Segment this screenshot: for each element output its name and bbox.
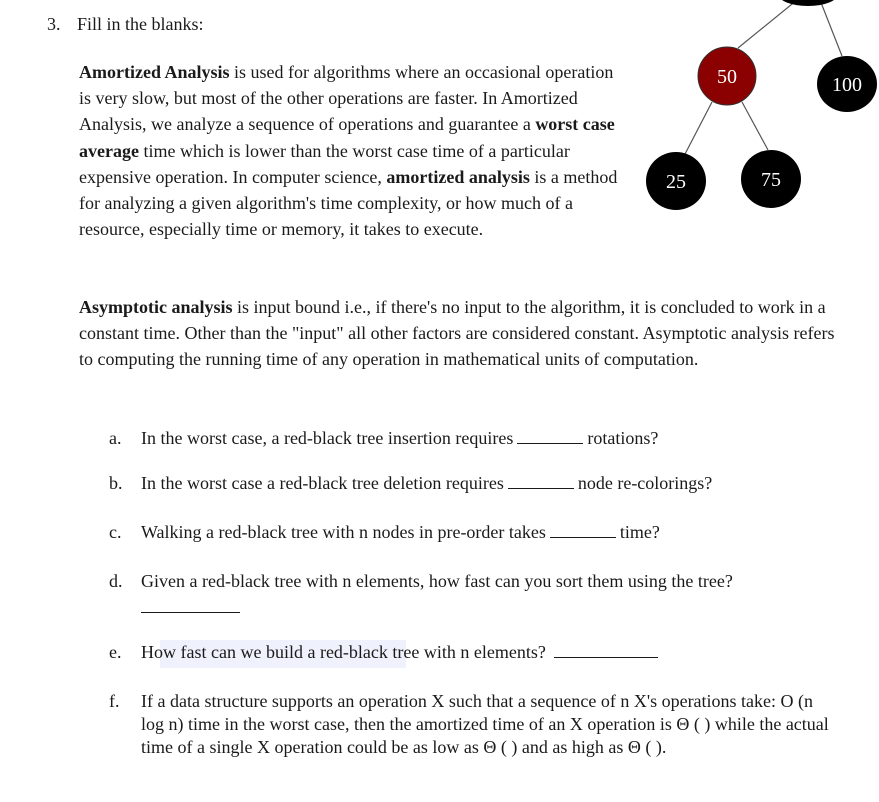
- item-d-text: Given a red-black tree with n elements, how fast can you sort them using the tree?: [141, 571, 733, 591]
- item-b-after: node re-colorings?: [577, 473, 713, 493]
- item-label: f.: [109, 691, 120, 711]
- para2-text: is input bound i.e., if there's no input to the algorithm, it is concluded to work in a constant time. Other than the "input" all other factors are considered constant. Asymptotic analysis refers to computing the running time of any operation in mathematical units of computation.: [79, 297, 835, 370]
- term-amortized-analysis: Amortized Analysis: [79, 62, 230, 82]
- para1-text-2: time which is lower than the worst case time of a particular expensive operation. In computer science,: [79, 140, 570, 187]
- item-a-after: rotations?: [587, 428, 659, 448]
- answer-blank[interactable]: [508, 472, 574, 489]
- tree-edge: [738, 0, 797, 48]
- tree-node-label: 75: [761, 169, 781, 191]
- asymptotic-paragraph: [79, 294, 839, 373]
- tree-edge: [742, 102, 768, 150]
- item-a-before: In the worst case, a red-black tree insertion requires: [141, 428, 514, 448]
- item-f-text: If a data structure supports an operation X such that a sequence of n X's operations take: O (n log n) time in the worst case, then the amortized time of an X operation is Θ ( ) while the actual time of a single X operation could be as low as Θ ( ) and as high as Θ ( ).: [141, 691, 829, 757]
- answer-blank-d[interactable]: [141, 600, 240, 613]
- item-e-text: How fast can we build a red-black tree with n elements?: [141, 642, 546, 662]
- tree-node-label: 25: [666, 171, 686, 193]
- question-heading: [47, 14, 204, 35]
- tree-node-root: [778, 0, 838, 6]
- para1-text-1: is used for algorithms where an occasional operation is very slow, but most of the other operations are faster. In Amortized Analysis, we analyze a sequence of operations and guarantee a: [79, 62, 614, 135]
- tree-node-label: 50: [717, 66, 737, 88]
- item-label: d.: [109, 571, 123, 591]
- tree-edge: [684, 102, 712, 156]
- item-c-before: Walking a red-black tree with n nodes in pre-order takes: [141, 522, 546, 542]
- item-label: e.: [109, 642, 122, 662]
- tree-edge: [820, 0, 842, 56]
- item-text: [141, 472, 841, 494]
- term-worst-case-average: worst case average: [79, 114, 615, 161]
- question-number: 3.: [47, 14, 61, 34]
- term-asymptotic-analysis: Asymptotic analysis: [79, 297, 233, 317]
- para1-text-3: is a method for analyzing a given algorithm's time complexity, or how much of a resource, especially time or memory, it takes to execute.: [79, 166, 618, 240]
- tree-node-label: 100: [832, 74, 862, 96]
- question-title: Fill in the blanks:: [77, 14, 204, 34]
- item-label: a.: [109, 428, 122, 448]
- red-black-tree-diagram: [630, 0, 879, 220]
- item-text: [141, 521, 841, 543]
- answer-blank[interactable]: [554, 641, 658, 658]
- item-c-after: time?: [619, 522, 660, 542]
- item-label: c.: [109, 522, 122, 542]
- item-text: [141, 641, 841, 663]
- item-b-before: In the worst case a red-black tree deletion requires: [141, 473, 504, 493]
- answer-blank[interactable]: [550, 521, 616, 538]
- item-label: b.: [109, 473, 123, 493]
- item-text: [141, 427, 841, 449]
- amortized-paragraph: [79, 59, 619, 242]
- term-amortized-analysis-2: amortized analysis: [386, 166, 530, 187]
- answer-blank[interactable]: [517, 427, 583, 444]
